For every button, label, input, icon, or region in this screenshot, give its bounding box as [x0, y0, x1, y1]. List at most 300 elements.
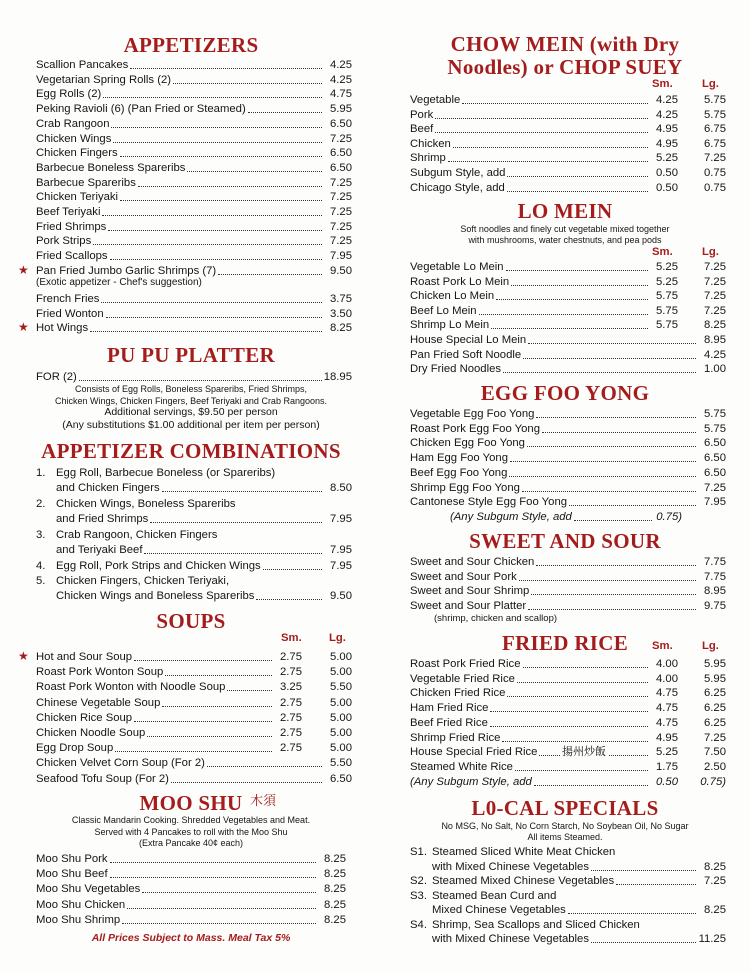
lo-mein-note: with mushrooms, water chestnuts, and pea pods — [468, 235, 662, 245]
combo-number: 1. — [36, 467, 46, 479]
item-name: Beef Teriyaki — [36, 206, 101, 218]
menu-item-row — [30, 249, 352, 263]
menu-item-row — [18, 649, 352, 664]
combo-line: and Chicken Fingers — [56, 482, 160, 494]
menu-item-row — [30, 481, 352, 495]
star-icon: ★ — [18, 320, 29, 335]
combo-number: 3. — [36, 529, 46, 541]
combo-number: 4. — [36, 560, 46, 572]
item-price: 6.75 — [704, 123, 726, 136]
item-price: 5.00 — [330, 711, 352, 724]
item-name: Barbecue Boneless Spareribs — [36, 161, 186, 174]
item-price: 7.25 — [704, 304, 726, 317]
item-name: Chicken Noodle Soup — [36, 727, 146, 739]
item-name: House Special Fried Rice — [410, 746, 538, 759]
dot-leader — [536, 565, 696, 566]
item-price: 7.25 — [330, 176, 352, 189]
item-name: Chicken Fingers — [36, 147, 118, 160]
item-price: 2.75 — [280, 711, 302, 724]
menu-item-row — [404, 701, 726, 715]
dot-leader — [263, 569, 322, 570]
item-price: 4.75 — [656, 716, 678, 729]
menu-item-row — [404, 451, 726, 465]
item-name: Shrimp Fried Rice — [410, 731, 501, 744]
item-price: 0.75 — [704, 181, 726, 194]
dot-leader — [142, 892, 316, 893]
menu-item-row — [404, 166, 726, 180]
menu-item-row — [30, 772, 352, 786]
section-title-lo-mein: LO MEIN — [517, 199, 613, 223]
item-name: Roast Pork Egg Foo Yong — [410, 422, 541, 435]
item-price: 2.50 — [704, 760, 726, 773]
dot-leader — [147, 736, 272, 737]
item-name: Moo Shu Beef — [36, 868, 108, 881]
item-name: Roast Pork Fried Rice — [410, 658, 521, 670]
combo-line: Chicken Wings and Boneless Spareribs — [56, 590, 255, 602]
dot-leader — [568, 913, 696, 914]
item-price: 5.75 — [656, 290, 678, 303]
dot-leader — [256, 599, 322, 600]
combo-number: 2. — [36, 498, 46, 510]
item-price: 7.25 — [704, 261, 726, 273]
item-price: 6.50 — [330, 772, 352, 785]
item-price: 8.25 — [324, 913, 346, 926]
size-header-small: Sm. — [652, 78, 673, 90]
lo-cal-line: Mixed Chinese Vegetables — [432, 904, 566, 916]
item-name: Moo Shu Chicken — [36, 898, 126, 911]
menu-item-row — [30, 58, 352, 72]
item-price: 6.75 — [704, 137, 726, 150]
item-price: 5.75 — [704, 94, 726, 106]
item-price: 6.25 — [704, 687, 726, 700]
dot-leader — [127, 908, 316, 909]
item-name: Moo Shu Pork — [36, 853, 108, 865]
dot-leader — [448, 161, 648, 162]
menu-item-row — [30, 234, 352, 248]
dot-leader — [510, 461, 696, 462]
item-name: Pork Strips — [36, 235, 92, 248]
item-name: Roast Pork Wonton with Noodle Soup — [36, 681, 226, 694]
menu-item-row — [30, 852, 352, 866]
lo-cal-note: No MSG, No Salt, No Corn Starch, No Soybean Oil, No Sugar — [441, 821, 689, 831]
item-name: Ham Fried Rice — [410, 702, 489, 715]
item-name: Chicken — [410, 137, 451, 150]
item-name: Chicago Style, add — [410, 181, 505, 194]
dot-leader — [528, 343, 696, 344]
combo-number: 5. — [36, 575, 46, 587]
item-name: Barbecue Spareribs — [36, 176, 136, 189]
item-price: 6.25 — [704, 716, 726, 729]
item-price: 6.50 — [704, 452, 726, 465]
section-title-fried-rice: FRIED RICE — [501, 631, 629, 655]
dot-leader — [435, 118, 648, 119]
dot-leader — [496, 299, 648, 300]
item-name: Peking Ravioli (6) (Pan Fried or Steamed) — [36, 103, 246, 116]
dot-leader — [511, 285, 648, 286]
lo-cal-number: S3. — [410, 889, 427, 902]
item-price: 5.25 — [656, 152, 678, 165]
item-price: 2.75 — [280, 742, 302, 755]
item-price: 7.95 — [330, 513, 352, 525]
dot-leader — [534, 785, 648, 786]
menu-item-row — [30, 898, 352, 912]
lo-cal-number: S2. — [410, 875, 427, 887]
menu-item-row — [30, 680, 352, 694]
pupu-note: Additional servings, $9.50 per person — [104, 406, 278, 418]
item-price: 2.75 — [280, 666, 302, 679]
item-price: 5.25 — [656, 275, 678, 288]
item-price: 5.50 — [330, 757, 352, 770]
item-name: French Fries — [36, 292, 100, 305]
lo-cal-line: Shrimp, Sea Scallops and Sliced Chicken — [432, 918, 640, 931]
item-price: 4.25 — [656, 108, 678, 121]
item-price: 2.75 — [280, 696, 302, 709]
dot-leader — [507, 176, 648, 177]
item-price: 7.50 — [704, 746, 726, 759]
item-price: 7.25 — [330, 206, 352, 218]
item-price: 5.75 — [704, 422, 726, 435]
menu-item-row — [30, 913, 352, 927]
tax-footer: All Prices Subject to Mass. Meal Tax 5% — [91, 932, 291, 944]
menu-item-row — [30, 205, 352, 219]
menu-item-row — [30, 190, 352, 204]
item-price: 4.25 — [656, 94, 678, 106]
combo-line: and Fried Shrimps — [56, 513, 149, 525]
item-price: 5.50 — [330, 681, 352, 694]
size-header-large: Lg. — [702, 640, 719, 652]
menu-item-row — [404, 555, 726, 569]
item-name: Egg Rolls (2) — [36, 88, 102, 101]
menu-item-row — [404, 570, 726, 584]
item-name: Shrimp Lo Mein — [410, 319, 490, 332]
item-name: Roast Pork Lo Mein — [410, 275, 510, 288]
item-price: 7.95 — [330, 544, 352, 556]
menu-item-row — [30, 307, 352, 321]
item-price: 6.50 — [330, 117, 352, 130]
dot-leader — [453, 147, 648, 148]
item-price: 4.25 — [704, 348, 726, 361]
dot-leader — [162, 706, 272, 707]
item-name: Beef Fried Rice — [410, 716, 488, 729]
item-price: 7.25 — [704, 275, 726, 288]
item-price: 8.50 — [330, 482, 352, 494]
section-title-egg-foo-yong: EGG FOO YONG — [480, 381, 650, 405]
item-price: 8.25 — [324, 868, 346, 881]
dot-leader — [165, 675, 272, 676]
menu-item-row — [30, 696, 352, 710]
item-name: Sweet and Sour Chicken — [410, 556, 535, 568]
menu-item-row — [30, 867, 352, 881]
size-header-large: Lg. — [702, 78, 719, 90]
item-name: Shrimp — [410, 152, 446, 165]
item-price: 3.25 — [280, 681, 302, 694]
dot-leader — [120, 200, 322, 201]
menu-item-row — [404, 137, 726, 151]
menu-item-row — [404, 333, 726, 347]
dot-leader — [591, 870, 696, 871]
item-price: 0.75 — [704, 167, 726, 179]
moo-shu-note: Classic Mandarin Cooking. Shredded Vegetables and Meat. — [71, 815, 311, 825]
menu-item-row — [404, 584, 726, 598]
menu-item-row — [404, 874, 726, 888]
menu-item-row — [404, 481, 726, 495]
item-name: Pan Fried Soft Noodle — [410, 348, 522, 361]
combo-line: Egg Roll, Pork Strips and Chicken Wings — [56, 560, 261, 572]
item-name: Dry Fried Noodles — [410, 363, 502, 376]
lo-cal-note: All items Steamed. — [527, 832, 603, 842]
item-name: Chicken Egg Foo Yong — [410, 437, 525, 450]
item-price: 8.25 — [704, 904, 726, 916]
item-price: 1.00 — [704, 363, 726, 376]
menu-item-row — [30, 543, 352, 557]
lo-cal-line: with Mixed Chinese Vegetables — [432, 860, 589, 873]
item-price: 7.95 — [330, 250, 352, 263]
dot-leader — [90, 331, 322, 332]
section-title-appetizer-combinations: APPETIZER COMBINATIONS — [41, 439, 341, 463]
lo-mein-note: Soft noodles and finely cut vegetable mixed together — [460, 224, 670, 234]
item-name: FOR (2) — [36, 371, 77, 383]
dot-leader — [130, 68, 322, 69]
section-title-sweet-and-sour: SWEET AND SOUR — [469, 529, 661, 553]
menu-item-row — [404, 93, 726, 107]
dot-leader — [134, 721, 272, 722]
menu-item-row — [30, 882, 352, 896]
menu-item-row — [404, 181, 726, 195]
moo-shu-note: Served with 4 Pancakes to roll with the Moo Shu — [94, 826, 288, 837]
item-name: Vegetable Egg Foo Yong — [410, 408, 535, 420]
item-name: Chicken Fried Rice — [410, 687, 506, 700]
item-price: 5.95 — [330, 103, 352, 116]
dot-leader — [79, 380, 322, 381]
item-name: Pork — [410, 108, 434, 121]
item-name: Chicken Velvet Corn Soup (For 2) — [36, 757, 205, 770]
item-name: Chicken Lo Mein — [410, 290, 495, 303]
item-price: 6.25 — [704, 702, 726, 715]
item-price: 5.75 — [656, 319, 678, 332]
dot-leader — [93, 244, 322, 245]
item-name: Vegetable Lo Mein — [410, 261, 504, 273]
item-price: 4.00 — [656, 672, 678, 685]
dot-leader — [120, 156, 322, 157]
dot-leader — [435, 132, 648, 133]
item-price: 2.75 — [280, 651, 302, 663]
menu-item-row — [404, 672, 726, 686]
item-price: 4.95 — [656, 123, 678, 136]
item-name: Chicken Rice Soup — [36, 711, 133, 724]
menu-item-row — [404, 407, 726, 421]
item-price: 18.95 — [323, 371, 352, 383]
item-price: 7.75 — [704, 570, 726, 583]
dot-leader — [113, 142, 322, 143]
item-price: 0.75) — [656, 511, 682, 523]
menu-item-row — [30, 132, 352, 146]
menu-item-row — [404, 466, 726, 480]
dot-leader — [515, 770, 648, 771]
item-name: Steamed White Rice — [410, 760, 513, 773]
dot-leader — [503, 372, 696, 373]
item-name: Vegetarian Spring Rolls (2) — [36, 73, 172, 86]
dot-leader — [523, 667, 648, 668]
item-price: 7.25 — [704, 731, 726, 744]
item-name: Crab Rangoon — [36, 117, 110, 130]
item-name: Egg Drop Soup — [36, 742, 114, 755]
size-header-small: Sm. — [281, 632, 302, 644]
dot-leader — [490, 726, 648, 727]
item-name: Moo Shu Vegetables — [36, 883, 141, 896]
lo-cal-line: Steamed Mixed Chinese Vegetables — [432, 875, 615, 887]
item-price: 5.00 — [330, 666, 352, 679]
menu-item-row — [30, 102, 352, 116]
menu-item-row — [30, 726, 352, 740]
item-name: Vegetable — [410, 94, 461, 106]
menu-item-row — [404, 760, 726, 774]
item-name: Beef Lo Mein — [410, 304, 477, 317]
lo-cal-number: S1. — [410, 846, 427, 858]
item-price: 0.50 — [656, 167, 678, 179]
section-title-chow-mein: CHOW MEIN (with Dry — [450, 32, 680, 56]
menu-item-row — [30, 711, 352, 725]
menu-item-row — [404, 108, 726, 122]
menu-item-row — [404, 716, 726, 730]
menu-item-row — [30, 512, 352, 526]
moo-shu-note: (Extra Pancake 40¢ each) — [138, 838, 244, 848]
menu-item-row — [404, 436, 726, 450]
dot-leader — [506, 270, 648, 271]
item-note: (Exotic appetizer - Chef's suggestion) — [36, 276, 202, 288]
menu-item-row — [404, 932, 726, 946]
item-price: 7.25 — [330, 191, 352, 204]
dot-leader — [115, 751, 272, 752]
item-name: Beef — [410, 123, 434, 136]
menu-item-row — [30, 741, 352, 755]
dot-leader — [517, 682, 648, 683]
item-name: Chicken Wings — [36, 132, 112, 145]
item-price: 3.75 — [330, 292, 352, 305]
dot-leader — [122, 923, 316, 924]
dot-leader — [103, 97, 322, 98]
menu-item-row — [30, 87, 352, 101]
dot-leader — [502, 741, 648, 742]
dot-leader — [542, 432, 696, 433]
subgum-row — [404, 775, 726, 789]
menu-item-row — [404, 657, 726, 671]
item-price: 4.75 — [656, 687, 678, 700]
item-name: Beef Egg Foo Yong — [410, 466, 508, 479]
menu-item-row — [30, 73, 352, 87]
item-price: 5.75 — [656, 304, 678, 317]
dot-leader — [479, 314, 648, 315]
item-price: 5.25 — [656, 261, 678, 273]
menu-item-row — [30, 117, 352, 131]
item-name: Shrimp Egg Foo Yong — [410, 481, 520, 494]
menu-item-row — [30, 665, 352, 679]
item-price: 7.25 — [330, 235, 352, 248]
item-price: 6.50 — [330, 147, 352, 160]
item-name: Hot and Sour Soup — [36, 651, 133, 663]
item-price: 7.25 — [330, 132, 352, 145]
item-price: 5.75 — [704, 108, 726, 121]
star-icon: ★ — [18, 262, 29, 277]
menu-item-row — [404, 318, 726, 332]
menu-item-row — [404, 348, 726, 362]
dot-leader — [207, 766, 322, 767]
menu-item-row — [404, 304, 726, 318]
item-price: 7.25 — [704, 290, 726, 303]
item-name: Fried Scallops — [36, 250, 108, 263]
item-name: (Any Subgum Style, add — [450, 511, 572, 523]
menu-item-row — [30, 146, 352, 160]
menu-item-row — [404, 289, 726, 303]
combo-line: Chicken Fingers, Chicken Teriyaki, — [56, 575, 230, 587]
item-name: Hot Wings — [36, 322, 89, 335]
menu-item-row — [30, 220, 352, 234]
item-price: 1.75 — [656, 760, 678, 773]
dot-leader — [102, 215, 322, 216]
dot-leader — [523, 358, 696, 359]
section-title-chop-suey: Noodles) or CHOP SUEY — [447, 55, 683, 79]
menu-item-row — [30, 292, 352, 306]
item-price: 2.75 — [280, 727, 302, 739]
menu-item-row — [404, 686, 726, 700]
item-name: Scallion Pancakes — [36, 59, 129, 71]
item-price: 9.50 — [330, 590, 352, 602]
item-price: 4.75 — [656, 702, 678, 715]
size-header-large: Lg. — [329, 632, 346, 644]
menu-item-row — [30, 370, 352, 384]
menu-item-row — [404, 362, 726, 376]
dot-leader — [248, 112, 322, 113]
lo-cal-number: S4. — [410, 918, 427, 931]
item-name: (Any Subgum Style, add — [410, 776, 532, 788]
item-price: 6.50 — [704, 437, 726, 450]
dot-leader — [519, 580, 696, 581]
item-price: 8.25 — [324, 853, 346, 865]
item-price: 5.25 — [656, 746, 678, 759]
dot-leader — [507, 191, 648, 192]
dot-leader — [134, 660, 272, 661]
item-price: 4.95 — [656, 137, 678, 150]
dot-leader — [569, 505, 696, 506]
item-price: 8.95 — [704, 585, 726, 598]
dot-leader — [591, 942, 696, 943]
size-header-small: Sm. — [652, 640, 673, 652]
dot-leader — [110, 862, 316, 863]
item-price: 7.95 — [704, 496, 726, 509]
sweet-sour-note: (shrimp, chicken and scallop) — [434, 613, 558, 624]
menu-item-row — [404, 151, 726, 165]
dot-leader — [111, 127, 322, 128]
dot-leader — [490, 711, 648, 712]
dot-leader — [218, 274, 322, 275]
dot-leader — [522, 491, 696, 492]
dot-leader — [531, 594, 696, 595]
dot-leader — [171, 782, 322, 783]
item-price: 5.00 — [330, 742, 352, 755]
section-title-appetizers: APPETIZERS — [123, 33, 259, 57]
item-price: 5.95 — [704, 672, 726, 685]
item-price: 6.50 — [704, 466, 726, 479]
dot-leader — [144, 553, 322, 554]
dot-leader — [106, 317, 322, 318]
item-name: Fried Shrimps — [36, 220, 107, 233]
menu-item-row — [30, 559, 352, 573]
combo-line: Crab Rangoon, Chicken Fingers — [56, 529, 218, 541]
menu-item-row — [404, 731, 726, 745]
dot-leader — [110, 877, 316, 878]
dot-leader — [574, 520, 652, 521]
item-price: 5.75 — [704, 408, 726, 420]
menu-item-row — [30, 161, 352, 175]
